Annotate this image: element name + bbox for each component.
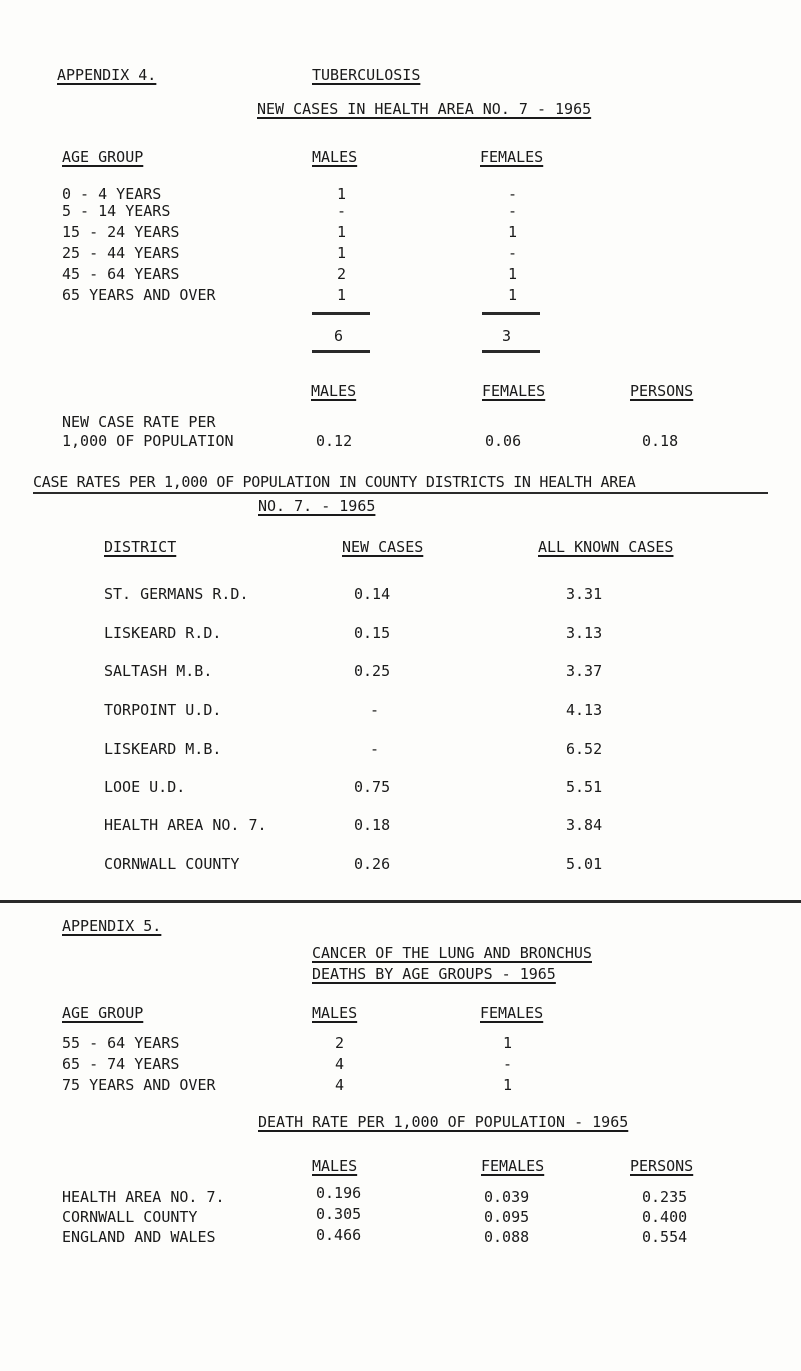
appendix-5-subtitle: DEATHS BY AGE GROUPS - 1965 (312, 965, 556, 983)
age-label: 45 - 64 YEARS (62, 265, 180, 283)
males-value: 2 (335, 1034, 345, 1052)
females-value: - (508, 202, 518, 220)
age-label: 15 - 24 YEARS (62, 223, 180, 241)
total-males: 6 (334, 327, 344, 345)
all-known-value: 4.13 (566, 701, 603, 719)
col-header-females: FEMALES (480, 148, 544, 166)
total-rule-bottom (312, 350, 370, 353)
age-label: 55 - 64 YEARS (62, 1034, 180, 1052)
males-value: - (337, 202, 347, 220)
females-value: 1 (508, 223, 518, 241)
persons-rate: 0.235 (642, 1188, 688, 1206)
col-header-district: DISTRICT (104, 538, 177, 556)
total-rule-bottom (482, 350, 540, 353)
rate-persons: 0.18 (642, 432, 679, 450)
all-known-value: 6.52 (566, 740, 603, 758)
rate-label-line1: NEW CASE RATE PER (62, 413, 216, 431)
all-known-value: 3.31 (566, 585, 603, 603)
district-name: TORPOINT U.D. (104, 701, 222, 719)
all-known-value: 5.51 (566, 778, 603, 796)
page-title: NEW CASES IN HEALTH AREA NO. 7 - 1965 (257, 100, 592, 118)
rate-col-males: MALES (311, 382, 357, 400)
new-cases-value: 0.18 (354, 816, 391, 834)
age-label: 75 YEARS AND OVER (62, 1076, 216, 1094)
new-cases-value: 0.26 (354, 855, 391, 873)
appendix-4-label: APPENDIX 4. (57, 66, 157, 84)
females-value: 1 (503, 1034, 513, 1052)
district-name: HEALTH AREA NO. 7. (104, 816, 267, 834)
males-value: 4 (335, 1076, 345, 1094)
females-value: 1 (508, 286, 518, 304)
females-rate: 0.088 (484, 1228, 530, 1246)
all-known-value: 5.01 (566, 855, 603, 873)
males-value: 1 (337, 185, 347, 203)
col-header-males: MALES (312, 148, 358, 166)
col-header-new-cases: NEW CASES (342, 538, 424, 556)
death-rate-col-persons: PERSONS (630, 1157, 694, 1175)
all-known-value: 3.37 (566, 662, 603, 680)
area-name: HEALTH AREA NO. 7. (62, 1188, 225, 1206)
new-cases-value: - (370, 701, 380, 719)
females-rate: 0.095 (484, 1208, 530, 1226)
section-divider (0, 900, 801, 903)
death-rate-col-males: MALES (312, 1157, 358, 1175)
males-rate: 0.466 (316, 1226, 362, 1244)
females-value: 1 (508, 265, 518, 283)
rate-label-line2: 1,000 OF POPULATION (62, 432, 234, 450)
total-rule-top (482, 312, 540, 315)
rate-col-females: FEMALES (482, 382, 546, 400)
new-cases-value: 0.15 (354, 624, 391, 642)
all-known-value: 3.13 (566, 624, 603, 642)
new-cases-value: - (370, 740, 380, 758)
rate-females: 0.06 (485, 432, 522, 450)
males-value: 1 (337, 223, 347, 241)
district-name: CORNWALL COUNTY (104, 855, 240, 873)
appendix-5-label: APPENDIX 5. (62, 917, 162, 935)
persons-rate: 0.400 (642, 1208, 688, 1226)
col-header-age-group: AGE GROUP (62, 148, 144, 166)
district-table-title: CASE RATES PER 1,000 OF POPULATION IN COUNTY DISTRICTS IN HEALTH AREA (33, 473, 636, 491)
rate-males: 0.12 (316, 432, 353, 450)
total-females: 3 (502, 327, 512, 345)
new-cases-value: 0.75 (354, 778, 391, 796)
col-header-females: FEMALES (480, 1004, 544, 1022)
district-name: LISKEARD R.D. (104, 624, 222, 642)
age-label: 5 - 14 YEARS (62, 202, 171, 220)
females-value: 1 (503, 1076, 513, 1094)
age-label: 65 YEARS AND OVER (62, 286, 216, 304)
females-value: - (508, 185, 518, 203)
age-label: 65 - 74 YEARS (62, 1055, 180, 1073)
males-value: 1 (337, 244, 347, 262)
death-rate-title: DEATH RATE PER 1,000 OF POPULATION - 1965 (258, 1113, 629, 1131)
all-known-value: 3.84 (566, 816, 603, 834)
new-cases-value: 0.25 (354, 662, 391, 680)
col-header-males: MALES (312, 1004, 358, 1022)
district-name: LOOE U.D. (104, 778, 186, 796)
age-label: 0 - 4 YEARS (62, 185, 162, 203)
rate-col-persons: PERSONS (630, 382, 694, 400)
males-value: 4 (335, 1055, 345, 1073)
area-name: ENGLAND AND WALES (62, 1228, 216, 1246)
males-value: 1 (337, 286, 347, 304)
males-rate: 0.305 (316, 1205, 362, 1223)
district-table-subtitle: NO. 7. - 1965 (258, 497, 376, 515)
area-name: CORNWALL COUNTY (62, 1208, 198, 1226)
title-rule (33, 492, 768, 494)
females-value: - (503, 1055, 513, 1073)
persons-rate: 0.554 (642, 1228, 688, 1246)
district-name: LISKEARD M.B. (104, 740, 222, 758)
subject-heading: TUBERCULOSIS (312, 66, 421, 84)
col-header-age-group: AGE GROUP (62, 1004, 144, 1022)
death-rate-col-females: FEMALES (481, 1157, 545, 1175)
total-rule-top (312, 312, 370, 315)
males-value: 2 (337, 265, 347, 283)
females-value: - (508, 244, 518, 262)
appendix-5-title: CANCER OF THE LUNG AND BRONCHUS (312, 944, 592, 962)
district-name: ST. GERMANS R.D. (104, 585, 249, 603)
females-rate: 0.039 (484, 1188, 530, 1206)
col-header-all-known: ALL KNOWN CASES (538, 538, 674, 556)
males-rate: 0.196 (316, 1184, 362, 1202)
district-name: SALTASH M.B. (104, 662, 213, 680)
new-cases-value: 0.14 (354, 585, 391, 603)
age-label: 25 - 44 YEARS (62, 244, 180, 262)
